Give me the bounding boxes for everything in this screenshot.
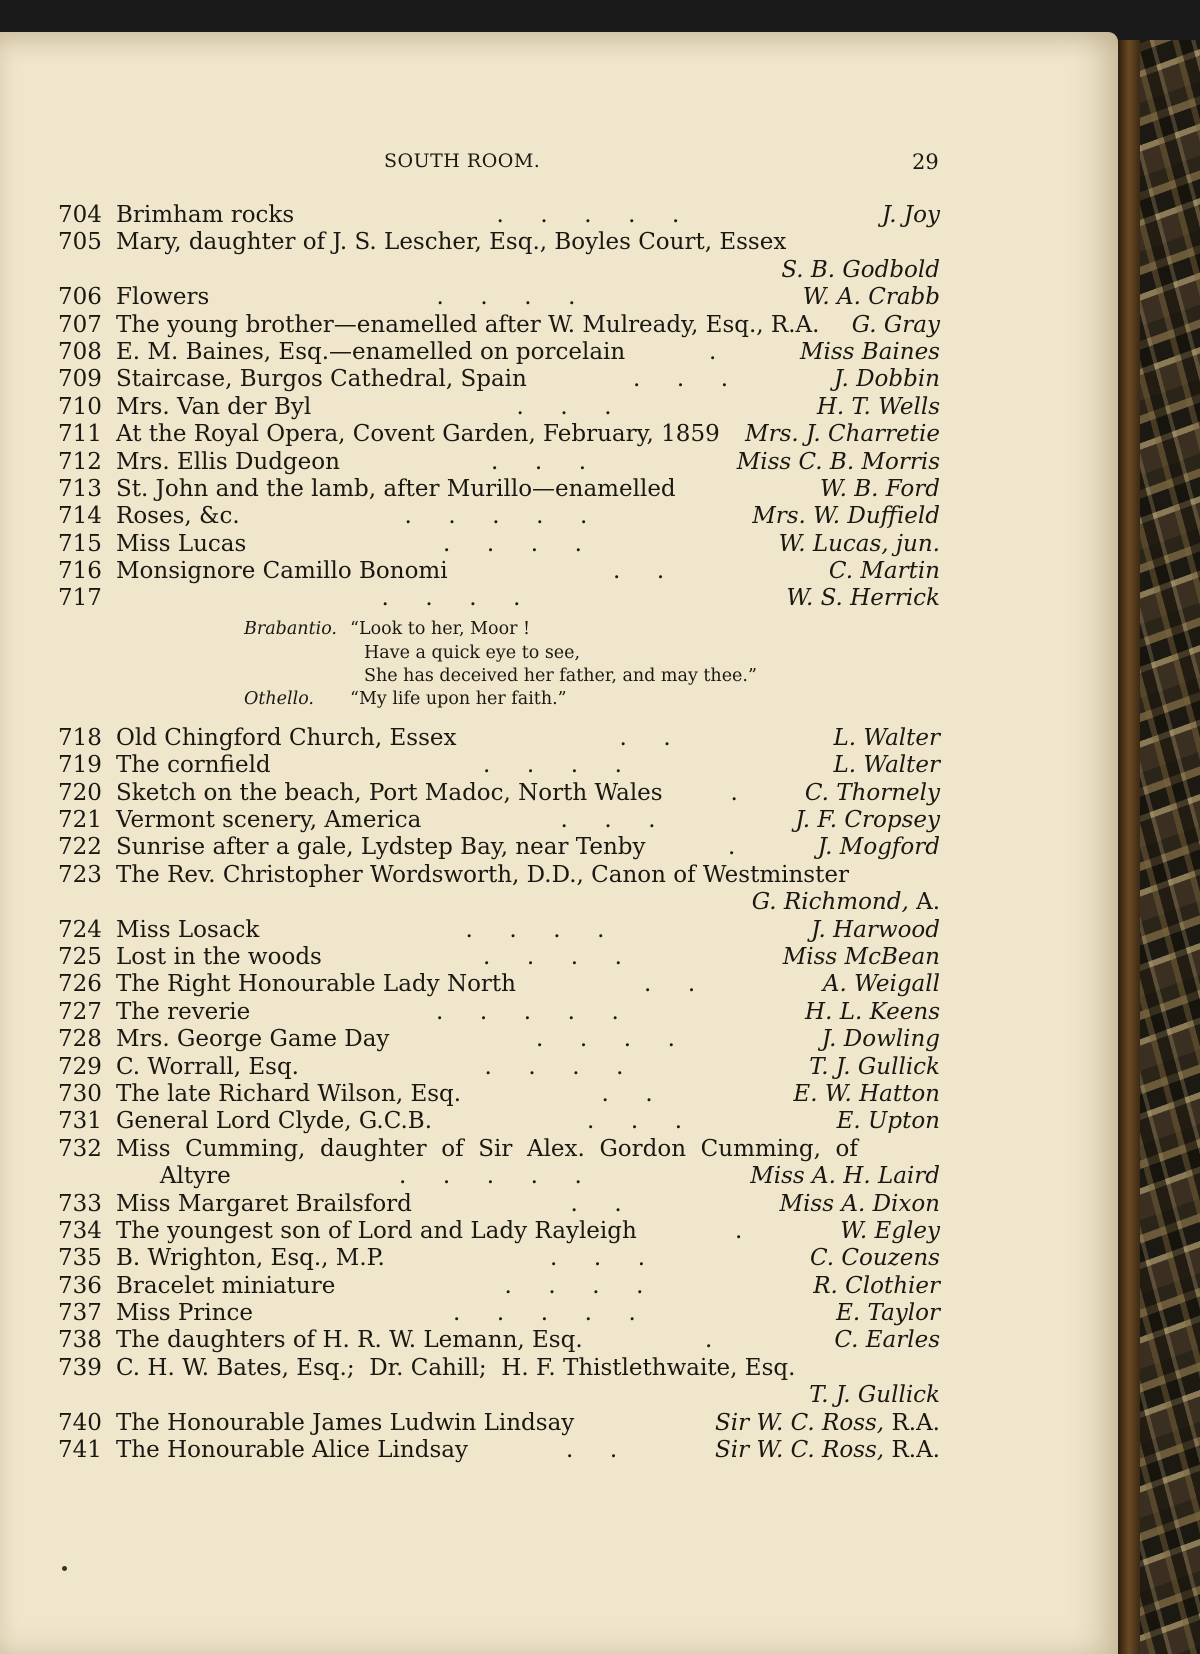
- catalogue-entry: [58, 1026, 940, 1053]
- entry-title: Mrs. Van der Byl: [116, 393, 312, 420]
- leader-dots: .: [705, 1327, 713, 1354]
- leader-dots: . . .: [587, 1108, 683, 1135]
- artist-name: [834, 725, 940, 752]
- catalogue-entry: [58, 585, 940, 612]
- leader-dots: . . .: [550, 1245, 646, 1272]
- catalogue-entry: [58, 1327, 940, 1354]
- entry-title: Staircase, Burgos Cathedral, Spain: [116, 366, 527, 393]
- artist-name: [882, 202, 940, 229]
- artist-name: [779, 531, 940, 558]
- artist-name: [818, 834, 940, 861]
- artist-name-text: J. Mogford: [817, 834, 940, 861]
- catalogue-entry: [58, 1136, 940, 1163]
- artist-name-text: G. Gray: [851, 311, 940, 338]
- entry-title: Mary, daughter of J. S. Lescher, Esq., Boyles Court, Essex: [116, 229, 787, 256]
- catalogue-entry: [58, 1355, 940, 1382]
- artist-name: [780, 1191, 940, 1218]
- artist-name-text: Miss C. B. Morris: [736, 448, 940, 475]
- entry-number: 713: [58, 475, 102, 502]
- artist-name-text: Sir W. C. Ross,: [714, 1437, 885, 1464]
- leader-dots: .: [728, 834, 736, 861]
- entry-number: 733: [58, 1190, 102, 1217]
- leader-dots: . . .: [560, 807, 656, 834]
- quote-line-1: “Look to her, Moor !: [350, 618, 531, 639]
- catalogue-entry: [58, 202, 940, 229]
- catalogue-entry: [58, 725, 940, 752]
- entry-number: 726: [58, 971, 102, 998]
- catalogue-entry: [58, 503, 940, 530]
- entry-title: Miss Prince: [116, 1300, 253, 1327]
- entry-number: 722: [58, 834, 102, 861]
- artist-name: [783, 944, 940, 971]
- catalogue-entry: [58, 944, 940, 971]
- entries-group-a: [58, 202, 940, 613]
- leader-dots: . . . . .: [436, 998, 619, 1025]
- academy-suffix: A.: [916, 889, 940, 916]
- leader-dots: . . . .: [483, 943, 622, 970]
- catalogue-entry: [58, 807, 940, 834]
- artist-name: [834, 366, 940, 393]
- artist-name-text: J. Dobbin: [834, 366, 940, 393]
- catalogue-entry: [58, 1437, 940, 1464]
- artist-name-text: W. Egley: [840, 1217, 940, 1244]
- entry-title: Roses, &c.: [116, 503, 240, 530]
- entry-title: The reverie: [116, 998, 251, 1025]
- entry-number: 740: [58, 1409, 102, 1436]
- entry-number: 707: [58, 311, 102, 338]
- leader-dots: . .: [619, 724, 671, 751]
- leader-dots: . . . .: [381, 585, 521, 612]
- room-title: SOUTH ROOM.: [384, 150, 541, 172]
- entry-number: 709: [58, 366, 102, 393]
- artist-name: [809, 1382, 940, 1409]
- academy-suffix: R.A.: [891, 1409, 940, 1436]
- leader-dots: . .: [613, 558, 665, 585]
- entry-number: 730: [58, 1080, 102, 1107]
- entry-title: E. M. Baines, Esq.—enamelled on porcelain: [116, 338, 626, 365]
- catalogue-entry: [58, 531, 940, 558]
- artist-name-text: E. W. Hatton: [793, 1080, 940, 1107]
- artist-name: [752, 889, 940, 916]
- entry-title: C. H. W. Bates, Esq.; Dr. Cahill; H. F. Thistlethwaite, Esq.: [116, 1354, 796, 1381]
- artist-name-text: C. Martin: [828, 558, 940, 585]
- quote-speaker-brabantio: Brabantio.: [244, 618, 337, 639]
- artist-name-text: H. T. Wells: [816, 393, 940, 420]
- artist-name: [852, 312, 940, 339]
- leader-dots: . . .: [516, 393, 612, 420]
- leader-dots: .: [730, 779, 738, 806]
- artist-name-text: E. Taylor: [836, 1300, 940, 1327]
- artist-name-text: Miss A. H. Laird: [750, 1163, 940, 1190]
- artist-name: [809, 1054, 940, 1081]
- artist-name-text: Sir W. C. Ross,: [714, 1409, 885, 1436]
- leader-dots: . . . . .: [453, 1300, 636, 1327]
- catalogue-entry: [58, 971, 940, 998]
- catalogue-entry: [58, 366, 940, 393]
- page-mark: [62, 1566, 67, 1571]
- leader-dots: . . . .: [504, 1272, 644, 1299]
- entry-number: 704: [58, 202, 102, 228]
- artist-name: [752, 503, 940, 530]
- othello-quote: [58, 613, 940, 725]
- entry-number: 731: [58, 1108, 102, 1135]
- entry-title: Old Chingford Church, Essex: [116, 724, 457, 751]
- entry-number: 714: [58, 503, 102, 530]
- artist-name-text: W. S. Herrick: [786, 585, 940, 612]
- entry-number: 736: [58, 1272, 102, 1299]
- entry-title: Vermont scenery, America: [116, 807, 422, 834]
- catalogue-entry: [58, 284, 940, 311]
- entry-title: At the Royal Opera, Covent Garden, February, 1859: [116, 421, 720, 448]
- artist-name-text: C. Couzens: [809, 1245, 940, 1272]
- artist-name-text: T. J. Gullick: [809, 1382, 940, 1409]
- catalogue-entry: [58, 862, 940, 889]
- page-number: 29: [912, 150, 939, 174]
- catalogue-entry: [58, 257, 940, 284]
- artist-name-text: Miss A. Dixon: [779, 1190, 940, 1217]
- artist-name: [737, 449, 940, 476]
- entry-number: 716: [58, 558, 102, 585]
- artist-name-text: C. Thornely: [804, 779, 940, 806]
- entry-number: 732: [58, 1135, 102, 1162]
- catalogue-entry: [58, 1382, 940, 1409]
- leader-dots: . . . . .: [404, 503, 588, 530]
- artist-name: [805, 780, 940, 807]
- catalogue-entry: [58, 312, 940, 339]
- entry-number: 727: [58, 998, 102, 1025]
- entry-number: 718: [58, 724, 102, 751]
- artist-name: [715, 1437, 940, 1464]
- catalogue-entry: [58, 1273, 940, 1300]
- artist-name-text: L. Walter: [833, 724, 940, 751]
- artist-name: [834, 1327, 940, 1354]
- entry-number: 734: [58, 1217, 102, 1244]
- catalogue-entry: [58, 1054, 940, 1081]
- entry-number: 723: [58, 861, 102, 888]
- leader-dots: . . . .: [483, 752, 622, 779]
- running-header: [0, 150, 1118, 180]
- leader-dots: . . .: [491, 448, 587, 475]
- artist-name-text: W. Lucas, jun.: [778, 530, 940, 557]
- artist-name-text: C. Earles: [834, 1327, 940, 1354]
- artist-name: [840, 1218, 940, 1245]
- entry-title: The daughters of H. R. W. Lemann, Esq.: [116, 1327, 583, 1354]
- artist-name-text: W. B. Ford: [819, 475, 940, 502]
- entry-number: 708: [58, 338, 102, 365]
- leader-dots: .: [735, 1217, 743, 1244]
- artist-name: [750, 1163, 940, 1190]
- artist-name: [745, 421, 940, 448]
- entry-title: The Rev. Christopher Wordsworth, D.D., Canon of Westminster: [116, 861, 849, 888]
- catalogue-entry: [58, 1163, 940, 1190]
- leader-dots: . . . .: [436, 284, 576, 311]
- leader-dots: . . . .: [443, 530, 582, 557]
- entry-number: 712: [58, 448, 102, 475]
- catalogue-entries: [58, 202, 940, 1464]
- entry-number: 738: [58, 1327, 102, 1354]
- entry-title: Miss Losack: [116, 916, 260, 943]
- catalogue-entry: [58, 780, 940, 807]
- artist-name-text: Miss McBean: [782, 943, 940, 970]
- artist-name: [800, 339, 940, 366]
- artist-name-text: J. Dowling: [821, 1026, 940, 1053]
- entry-number: 711: [58, 421, 102, 448]
- entry-title: The Honourable Alice Lindsay: [116, 1437, 468, 1464]
- artist-name-text: S. B. Godbold: [781, 256, 940, 283]
- leader-dots: . .: [570, 1190, 622, 1217]
- leader-dots: . .: [601, 1080, 653, 1107]
- entry-number: 706: [58, 284, 102, 311]
- entry-number: 710: [58, 393, 102, 420]
- artist-name: [793, 1081, 940, 1108]
- entry-title: The cornfield: [116, 752, 271, 779]
- entry-number: 717: [58, 585, 102, 612]
- artist-name: [805, 999, 940, 1026]
- artist-name-text: E. Upton: [836, 1108, 940, 1135]
- catalogue-entry: [58, 752, 940, 779]
- artist-name: [795, 807, 940, 834]
- entry-number: 728: [58, 1026, 102, 1053]
- artist-name: [817, 394, 940, 421]
- artist-name: [834, 752, 940, 779]
- catalogue-entry: [58, 449, 940, 476]
- leader-dots: . .: [644, 971, 696, 998]
- entry-number: 725: [58, 943, 102, 970]
- artist-name: [820, 476, 940, 503]
- leader-dots: . . . .: [465, 916, 605, 943]
- entry-title: C. Worrall, Esq.: [116, 1053, 299, 1080]
- entry-number: 724: [58, 916, 102, 943]
- entry-number: 735: [58, 1245, 102, 1272]
- catalogue-entry: [58, 999, 940, 1026]
- artist-name: [813, 1273, 940, 1300]
- catalogue-entry: [58, 1108, 940, 1135]
- catalogue-entry: [58, 229, 940, 256]
- artist-name-text: Mrs. J. Charretie: [745, 421, 940, 448]
- artist-name-text: H. L. Keens: [805, 998, 940, 1025]
- entry-number: 729: [58, 1053, 102, 1080]
- entry-number: 720: [58, 779, 102, 806]
- entry-title: The Right Honourable Lady North: [116, 971, 516, 998]
- entry-title: B. Wrighton, Esq., M.P.: [116, 1245, 385, 1272]
- entry-number: 737: [58, 1300, 102, 1327]
- catalogue-entry: [58, 834, 940, 861]
- leader-dots: . . . .: [484, 1053, 624, 1080]
- entry-number: 739: [58, 1354, 102, 1381]
- entry-number: 705: [58, 229, 102, 256]
- leader-dots: . . . . .: [399, 1163, 582, 1190]
- artist-name-text: J. Harwood: [811, 916, 940, 943]
- catalogue-entry: [58, 476, 940, 503]
- quote-speaker-othello: Othello.: [244, 688, 314, 709]
- entry-title: Monsignore Camillo Bonomi: [116, 558, 448, 585]
- leader-dots: . . . .: [536, 1026, 675, 1053]
- artist-name-text: G. Richmond,: [751, 889, 909, 916]
- leader-dots: . . . . .: [496, 202, 680, 228]
- entry-title: Mrs. Ellis Dudgeon: [116, 448, 340, 475]
- entry-title: Sketch on the beach, Port Madoc, North Wales: [116, 779, 663, 806]
- entry-title: Miss Margaret Brailsford: [116, 1190, 412, 1217]
- leader-dots: . .: [566, 1437, 618, 1464]
- entry-title: St. John and the lamb, after Murillo—enamelled: [116, 475, 676, 502]
- artist-name: [715, 1410, 940, 1437]
- artist-name: [811, 917, 940, 944]
- catalogue-entry: [58, 917, 940, 944]
- artist-name-text: Mrs. W. Duffield: [752, 503, 940, 530]
- artist-name: [781, 257, 940, 284]
- quote-line-3: She has deceived her father, and may thee.”: [364, 665, 757, 686]
- entry-title: Bracelet miniature: [116, 1272, 336, 1299]
- entry-title: The young brother—enamelled after W. Mulready, Esq., R.A.: [116, 311, 820, 338]
- entry-title: General Lord Clyde, G.C.B.: [116, 1108, 433, 1135]
- artist-name-text: W. A. Crabb: [802, 284, 940, 311]
- catalogue-entry: [58, 1218, 940, 1245]
- catalogue-entry: [58, 1191, 940, 1218]
- entry-title: Mrs. George Game Day: [116, 1026, 390, 1053]
- book-spine: [1118, 40, 1140, 1654]
- catalogue-entry: [58, 421, 940, 448]
- quote-line-4: “My life upon her faith.”: [350, 688, 567, 709]
- catalogue-entry: [58, 1410, 940, 1437]
- entry-number: 719: [58, 752, 102, 779]
- entry-title: Miss Cumming, daughter of Sir Alex. Gordon Cumming, of: [116, 1135, 858, 1162]
- artist-name: [810, 1245, 940, 1272]
- quote-line-2: Have a quick eye to see,: [364, 642, 581, 663]
- artist-name-text: Miss Baines: [799, 338, 940, 365]
- artist-name-text: R. Clothier: [813, 1272, 940, 1299]
- entry-title: Lost in the woods: [116, 943, 322, 970]
- entry-number: 721: [58, 807, 102, 834]
- entry-number: 715: [58, 530, 102, 557]
- entry-number: 741: [58, 1437, 102, 1464]
- catalogue-entry: [58, 558, 940, 585]
- artist-name: [822, 1026, 940, 1053]
- catalogue-entry: [58, 1081, 940, 1108]
- artist-name-text: J. Joy: [881, 202, 940, 228]
- artist-name-text: J. F. Cropsey: [795, 807, 940, 834]
- entry-title: Miss Lucas: [116, 530, 247, 557]
- artist-name-text: T. J. Gullick: [809, 1053, 940, 1080]
- entry-title: Flowers: [116, 284, 210, 311]
- entry-title: The Honourable James Ludwin Lindsay: [116, 1409, 575, 1436]
- artist-name: [786, 585, 940, 612]
- artist-name: [836, 1300, 940, 1327]
- entries-group-b: [58, 725, 940, 1465]
- catalogue-entry: [58, 889, 940, 916]
- catalogue-page: [0, 32, 1118, 1654]
- catalogue-entry: [58, 394, 940, 421]
- artist-name: [837, 1108, 940, 1135]
- entry-title: Sunrise after a gale, Lydstep Bay, near Tenby: [116, 834, 646, 861]
- leader-dots: . . .: [633, 366, 729, 393]
- artist-name-text: L. Walter: [833, 752, 940, 779]
- catalogue-entry: [58, 1300, 940, 1327]
- entry-title: Brimham rocks: [116, 202, 295, 228]
- entry-title: The late Richard Wilson, Esq.: [116, 1080, 462, 1107]
- leader-dots: .: [709, 338, 717, 365]
- entry-title: Altyre: [116, 1163, 231, 1190]
- catalogue-entry: [58, 1245, 940, 1272]
- artist-name: [829, 558, 940, 585]
- artist-name-text: A. Weigall: [822, 971, 940, 998]
- academy-suffix: R.A.: [891, 1437, 940, 1464]
- artist-name: [803, 284, 940, 311]
- artist-name: [823, 971, 940, 998]
- catalogue-entry: [58, 339, 940, 366]
- entry-title: The youngest son of Lord and Lady Rayleigh: [116, 1217, 637, 1244]
